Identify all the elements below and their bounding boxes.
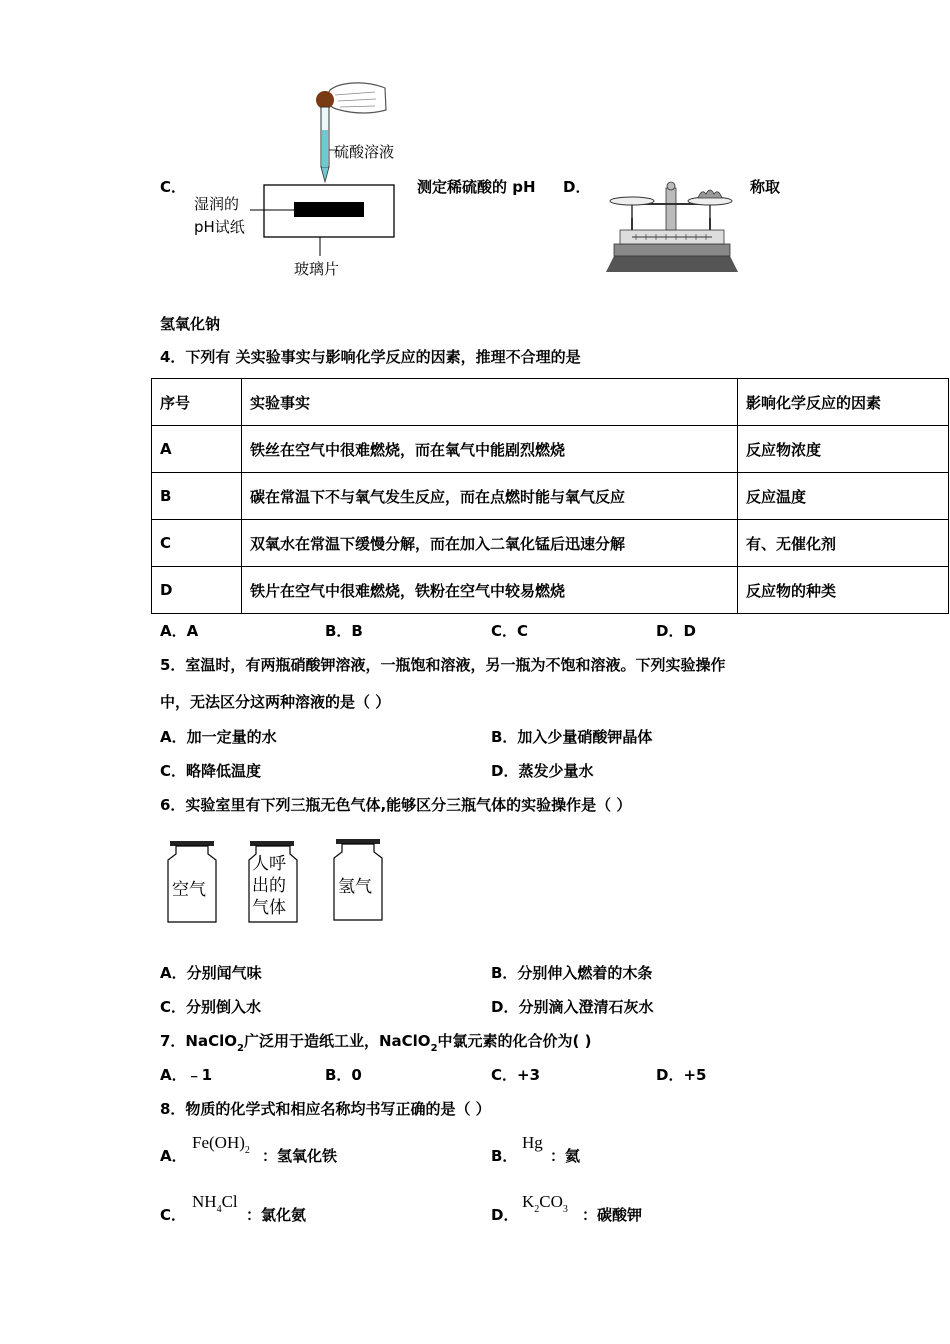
q7-stem: 7．NaClO$_2$广泛用于造纸工业，NaClO$_2$中氯元素的化合价为( ) <box>160 1032 592 1054</box>
q7-option-b: B．0 <box>325 1066 362 1084</box>
q4-option-c: C．C <box>491 622 529 640</box>
q5-option-c: C．略降低温度 <box>160 762 262 780</box>
q7-option-a: A．﹣1 <box>160 1066 213 1084</box>
q5-option-d: D．蒸发少量水 <box>491 762 594 780</box>
hand-icon <box>327 83 386 113</box>
table-cell: 碳在常温下不与氧气发生反应，而在点燃时能与氧气反应 <box>242 473 738 520</box>
table-row <box>152 426 949 473</box>
table-cell: 铁片在空气中很难燃烧，铁粉在空气中较易燃烧 <box>242 567 738 614</box>
bottle-hydrogen-icon <box>334 839 382 920</box>
table-cell: 反应物浓度 <box>738 426 949 473</box>
q4-table <box>151 378 949 614</box>
header-cell: 序号 <box>152 379 242 426</box>
q7-option-c: C．+3 <box>491 1066 541 1084</box>
table-row <box>152 520 949 567</box>
q6-stem: 6．实验室里有下列三瓶无色气体,能够区分三瓶气体的实验操作是（ ） <box>160 796 632 814</box>
q3-option-d-text-2: 氢氧化钠 <box>160 315 221 333</box>
q3-option-d-text-1: 称取 <box>750 178 781 196</box>
gas-bottles-figure <box>160 836 390 928</box>
ph-paper <box>294 202 364 217</box>
bottle-breath-label-1: 人呼 <box>252 854 286 874</box>
q8-option-b-name: ：氦 <box>550 1147 581 1165</box>
dropper-tip <box>321 167 329 182</box>
bottle-breath-label-2: 出的 <box>252 876 286 896</box>
q3-option-d-label: D． <box>563 178 591 196</box>
q8-stem: 8．物质的化学式和相应名称均书写正确的是（ ） <box>160 1100 491 1118</box>
table-cell: A <box>152 426 242 473</box>
q8-option-c-label: C． <box>160 1206 187 1224</box>
table-cell: 铁丝在空气中很难燃烧，而在氧气中能剧烈燃烧 <box>242 426 738 473</box>
q8-option-d-name: ：碳酸钾 <box>582 1206 643 1224</box>
q4-option-d: D．D <box>656 622 696 640</box>
q3-option-c-label: C． <box>160 178 187 196</box>
table-cell: 反应物的种类 <box>738 567 949 614</box>
q5-stem-line-2: 中，无法区分这两种溶液的是（ ） <box>160 693 391 711</box>
q8-option-d-formula: $K_2CO_3$ <box>522 1192 568 1215</box>
q4-option-a: A．A <box>160 622 199 640</box>
label-paper-1: 湿润的 <box>194 195 240 213</box>
header-cell: 影响化学反应的因素 <box>738 379 949 426</box>
q5-stem-line-1: 5．室温时，有两瓶硝酸钾溶液，一瓶饱和溶液，另一瓶为不饱和溶液。下列实验操作 <box>160 656 726 674</box>
q6-option-b: B．分别伸入燃着的木条 <box>491 964 653 982</box>
q8-option-b-label: B． <box>491 1147 518 1165</box>
bottle-air-label: 空气 <box>172 880 206 900</box>
ph-test-figure <box>190 70 415 285</box>
table-cell: 有、无催化剂 <box>738 520 949 567</box>
table-cell: C <box>152 520 242 567</box>
q8-option-a-name: ：氢氧化铁 <box>262 1147 338 1165</box>
table-cell: 双氧水在常温下缓慢分解，而在加入二氧化锰后迅速分解 <box>242 520 738 567</box>
header-cell: 实验事实 <box>242 379 738 426</box>
q8-option-b-formula: Hg <box>522 1133 543 1152</box>
q4-option-b: B．B <box>325 622 363 640</box>
q8-option-a-label: A． <box>160 1147 187 1165</box>
table-cell: 反应温度 <box>738 473 949 520</box>
bottle-air-icon <box>168 841 216 922</box>
table-header-row <box>152 379 949 426</box>
q5-option-b: B．加入少量硝酸钾晶体 <box>491 728 653 746</box>
q3-option-c-text: 测定稀硫酸的 pH <box>417 178 536 196</box>
dropper-bulb <box>316 91 334 109</box>
table-row <box>152 567 949 614</box>
label-glass: 玻璃片 <box>294 260 340 278</box>
bottle-breath-icon <box>249 841 297 922</box>
label-acid: 硫酸溶液 <box>334 143 395 161</box>
q7-option-d: D．+5 <box>656 1066 707 1084</box>
q6-option-a: A．分别闻气味 <box>160 964 262 982</box>
bottle-hydrogen-label: 氢气 <box>338 877 372 897</box>
bottle-breath-label-3: 气体 <box>252 898 286 918</box>
q8-option-d-label: D． <box>491 1206 519 1224</box>
table-row <box>152 473 949 520</box>
table-cell: B <box>152 473 242 520</box>
balance-figure <box>602 178 742 274</box>
q6-option-d: D．分别滴入澄清石灰水 <box>491 998 654 1016</box>
q6-option-c: C．分别倒入水 <box>160 998 262 1016</box>
label-paper-2: pH试纸 <box>194 218 245 236</box>
q4-stem: 4．下列有 关实验事实与影响化学反应的因素，推理不合理的是 <box>160 348 581 366</box>
table-cell: D <box>152 567 242 614</box>
q8-option-c-name: ：氯化氨 <box>246 1206 307 1224</box>
q5-option-a: A．加一定量的水 <box>160 728 277 746</box>
q8-option-a-formula: $Fe(OH)_2$ <box>192 1133 250 1156</box>
q8-option-c-formula: $NH_4Cl$ <box>192 1192 238 1215</box>
